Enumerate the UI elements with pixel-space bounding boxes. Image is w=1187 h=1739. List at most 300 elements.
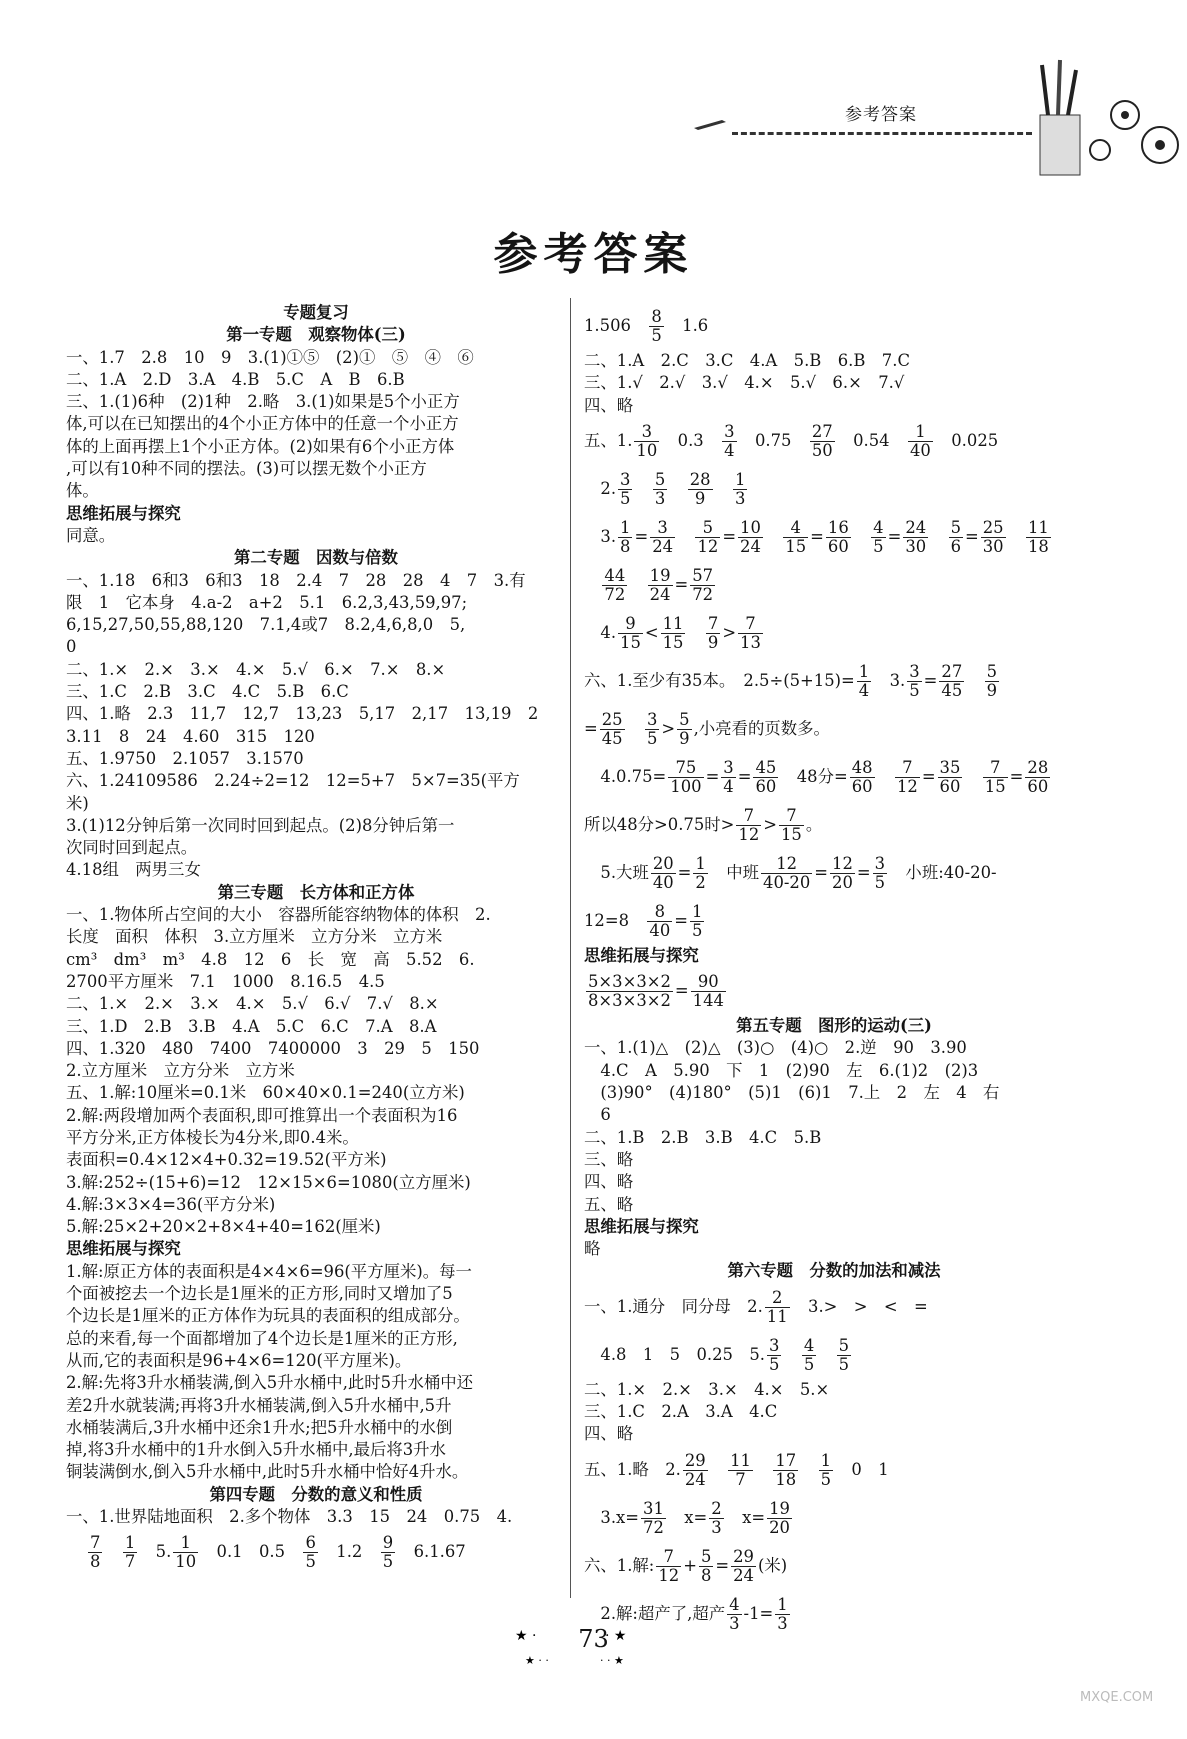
svg-text:★ · ·: ★ · · (525, 1654, 549, 1667)
answer-line (584, 967, 1084, 1015)
numerator: 27 (941, 661, 963, 681)
text-run: = (923, 670, 938, 690)
text-run: 3.x= (584, 1507, 640, 1527)
numerator: 1 (820, 1450, 832, 1470)
fraction (761, 855, 812, 892)
numerator: 57 (692, 565, 714, 585)
answer-line: 四、略 (584, 1172, 634, 1192)
text-run: = (584, 718, 598, 738)
denominator: 3 (734, 488, 746, 508)
numerator: 45 (755, 757, 777, 777)
denominator: 2 (695, 872, 706, 892)
fraction (949, 519, 963, 556)
numerator: 29 (684, 1450, 706, 1470)
text-run: 五、1. (584, 430, 633, 450)
fraction (645, 711, 659, 748)
fraction (850, 759, 875, 796)
fraction (895, 759, 920, 796)
text-run: 4. (584, 622, 617, 642)
text-run: 小班:40-20- (889, 862, 997, 882)
denominator: 72 (604, 584, 626, 604)
text-run: 中班 (709, 862, 760, 882)
section-heading: 第五专题 图形的运动(三) (736, 1016, 932, 1036)
text-run (627, 719, 643, 738)
text-run (966, 671, 982, 690)
denominator: 24 (733, 1565, 754, 1585)
denominator: 10 (175, 1552, 197, 1572)
answer-line (584, 705, 1084, 753)
text-run (584, 575, 600, 594)
fraction (939, 663, 964, 700)
fraction (981, 519, 1006, 556)
section-heading: 专题复习 (283, 303, 349, 322)
denominator: 60 (827, 536, 849, 556)
fraction (690, 567, 715, 604)
numerator: 2 (711, 1498, 722, 1518)
answer-line: 表面积=0.4×12×4+0.32=19.52(平方米) (66, 1150, 387, 1170)
answer-line: 三、1.D 2.B 3.B 4.A 5.C 6.C 7.A 8.A (66, 1016, 437, 1036)
text-run: = (705, 766, 720, 786)
numerator: 1 (777, 1594, 788, 1614)
text-run: < (644, 622, 659, 642)
answer-line (584, 609, 1084, 657)
fraction (653, 471, 667, 508)
fraction (903, 519, 928, 556)
answer-line: 一、1.物体所占空间的大小 容器所能容纳物体的体积 2. (66, 905, 491, 925)
answer-line (584, 1542, 1084, 1590)
fraction (618, 615, 643, 652)
denominator: 60 (851, 776, 873, 796)
page-header (680, 88, 1040, 148)
numerator: 7 (895, 759, 920, 778)
answer-line (66, 1528, 566, 1576)
denominator: 10 (636, 440, 658, 460)
fraction (736, 807, 761, 844)
text-run: 4.0.75= (584, 766, 667, 786)
text-run: = (810, 526, 824, 546)
denominator: 9 (679, 728, 690, 748)
text-run: 0.1 0.5 (200, 1542, 302, 1562)
text-run: 5.大班 (584, 862, 649, 882)
denominator: 100 (670, 776, 702, 796)
answer-line: 水桶装满后,3升水桶中还余1升水;把5升水桶中的水倒 (66, 1417, 453, 1437)
answer-line (584, 1446, 1084, 1494)
text-run (687, 623, 703, 642)
numerator: 19 (649, 565, 671, 585)
fraction (618, 519, 632, 556)
fraction (873, 855, 887, 892)
answer-line: 二、1.A 2.C 3.C 4.A 5.B 6.B 7.C (584, 351, 910, 370)
fraction (641, 1500, 666, 1537)
numerator: 7 (779, 807, 804, 826)
header-divider (732, 132, 1032, 135)
fraction (1026, 519, 1051, 556)
answer-line: 从而,它的表面积是96+4×6=120(平方厘米)。 (66, 1350, 412, 1370)
numerator: 3 (620, 469, 631, 489)
denominator: 7 (735, 1469, 746, 1489)
fraction (656, 1548, 681, 1585)
text-run: 3.> > < = (791, 1296, 928, 1316)
fraction (648, 567, 673, 604)
svg-text:★ ·: ★ · (515, 1628, 537, 1644)
answer-line (584, 302, 1084, 350)
answer-line: 3.(1)12分钟后第一次同时回到起点。(2)8分钟后第一 (66, 815, 455, 835)
numerator: 27 (811, 421, 833, 441)
text-run: 0.54 (836, 430, 906, 450)
numerator: 3 (634, 423, 659, 442)
text-run (715, 479, 731, 498)
text-run: 0.3 (661, 430, 721, 450)
numerator: 1 (858, 661, 870, 681)
numerator: 28 (689, 469, 711, 489)
fraction (381, 1534, 395, 1571)
answer-line: 三、1.(1)6种 (2)1种 2.略 3.(1)如果是5个小正方 (66, 392, 460, 412)
numerator: 11 (1027, 517, 1049, 537)
denominator: 5 (620, 488, 631, 508)
answer-line: 米) (66, 793, 89, 813)
text-run: = (856, 862, 871, 882)
denominator: 15 (780, 824, 802, 844)
denominator: 9 (707, 632, 719, 652)
denominator: 72 (692, 584, 714, 604)
section-heading: 第六专题 分数的加法和减法 (727, 1261, 941, 1281)
fraction (661, 615, 686, 652)
text-run: 六、1.至少有35本。 2.5÷(5+15)= (584, 670, 855, 690)
answer-line: 4.C A 5.90 下 1 (2)90 左 6.(1)2 (2)3 (584, 1060, 979, 1080)
answer-line: 二、1.× 2.× 3.× 4.× 5.× (584, 1379, 830, 1399)
answer-line: 三、略 (584, 1149, 634, 1169)
page-number: 73 (578, 1625, 609, 1653)
fraction (173, 1534, 198, 1571)
numerator: 9 (382, 1533, 394, 1553)
answer-line (584, 657, 1084, 705)
numerator: 5 (700, 1546, 712, 1566)
numerator: 7 (736, 807, 761, 826)
text-run: 6.1.67 (397, 1542, 466, 1562)
svg-text:· · ★: · · ★ (600, 1654, 624, 1667)
fraction (731, 1548, 756, 1585)
numerator: 3 (724, 421, 735, 441)
answer-line: 掉,将3升水桶中的1升水倒入5升水桶中,最后将3升水 (66, 1440, 446, 1460)
denominator: 60 (1027, 776, 1049, 796)
text-run: x= (725, 1507, 766, 1527)
numerator: 29 (733, 1546, 754, 1566)
denominator: 24 (652, 536, 674, 556)
numerator: 5 (654, 469, 666, 489)
right-column (584, 302, 1084, 1638)
fraction (773, 1452, 798, 1489)
left-column (66, 302, 566, 1576)
answer-line (584, 417, 1084, 465)
numerator: 28 (1027, 757, 1049, 777)
denominator: 3 (777, 1613, 788, 1633)
denominator: 7 (124, 1552, 136, 1572)
numerator: 1 (695, 853, 706, 873)
fraction (677, 711, 691, 748)
fraction (709, 1500, 723, 1537)
text-run (930, 527, 946, 546)
numerator: 1 (173, 1534, 198, 1553)
denominator: 3 (729, 1613, 740, 1633)
answer-line: 一、1.世界陆地面积 2.多个物体 3.3 15 24 0.75 4. (66, 1507, 513, 1527)
text-run: 3. (584, 526, 617, 546)
denominator: 5 (305, 1552, 316, 1572)
text-run: 48分= (780, 766, 848, 786)
numerator: 5 (838, 1335, 850, 1355)
numerator: 19 (769, 1498, 790, 1518)
numerator: 5 (950, 517, 961, 537)
denominator: 60 (755, 776, 777, 796)
numerator: 10 (740, 517, 761, 537)
answer-line (584, 1283, 1084, 1331)
answer-line: 四、略 (584, 1424, 634, 1444)
answer-line: 五、1.解:10厘米=0.1米 60×40×0.1=240(立方米) (66, 1083, 465, 1103)
answer-line: 个边长是1厘米的正方体作为玩具的表面积的组成部分。 (66, 1306, 470, 1326)
answer-line: 差2升水就装满;再将3升水桶装满,倒入5升水桶中,5升 (66, 1395, 452, 1415)
numerator: 7 (707, 613, 719, 633)
text-run: 五、1.略 2. (584, 1459, 681, 1479)
answer-line: 0 (66, 637, 77, 657)
denominator: 12 (697, 536, 719, 556)
fraction (830, 855, 855, 892)
text-run: = (965, 526, 979, 546)
answer-line: 平方分米,正方体棱长为4分米,即0.4米。 (66, 1127, 359, 1147)
numerator: 5 (695, 519, 720, 538)
fraction (602, 567, 627, 604)
answer-line: 体的上面再摆上1个小正方体。(2)如果有6个小正方体 (66, 436, 455, 456)
fraction (908, 423, 933, 460)
denominator: 5 (382, 1552, 394, 1572)
fraction (618, 471, 632, 508)
answer-line: 体。 (66, 481, 99, 501)
text-run: = (674, 574, 689, 594)
denominator: 5 (646, 728, 658, 748)
denominator: 6 (950, 536, 961, 556)
text-run (677, 527, 693, 546)
text-run (634, 479, 650, 498)
answer-line (584, 465, 1084, 513)
answer-line: 3.11 8 24 4.60 315 120 (66, 726, 315, 746)
numerator: 1 (692, 901, 703, 921)
text-run (765, 527, 781, 546)
text-run: = (677, 862, 692, 882)
answer-line: 体,可以在已知摆出的4个小正方体中的任意一个小正方 (66, 414, 459, 434)
answer-line: 5.解:25×2+20×2+8×4+40=162(厘米) (66, 1217, 381, 1237)
numerator: 24 (905, 517, 927, 537)
text-run: = (921, 766, 936, 786)
denominator: 24 (740, 536, 761, 556)
fraction (753, 759, 778, 796)
fraction (767, 1500, 792, 1537)
answer-line: 6 (584, 1105, 611, 1125)
answer-line: 二、1.A 2.D 3.A 4.B 5.C A B 6.B (66, 369, 405, 389)
denominator: 24 (649, 584, 671, 604)
denominator: 24 (684, 1469, 706, 1489)
denominator: 5 (651, 326, 662, 345)
numerator: 16 (827, 517, 849, 537)
section-heading: 第四专题 分数的意义和性质 (209, 1484, 423, 1504)
answer-line: 五、1.9750 2.1057 3.1570 (66, 748, 304, 768)
denominator: 15 (984, 776, 1006, 796)
answer-line: 2.解:先将3升水桶装满,倒入5升水桶中,此时5升水桶中还 (66, 1373, 474, 1393)
denominator: 5 (803, 1354, 815, 1374)
answer-line: cm³ dm³ m³ 4.8 12 6 长 宽 高 5.52 6. (66, 949, 475, 969)
denominator: 15 (620, 632, 641, 652)
text-run: x= (667, 1507, 708, 1527)
pencil-cup-flower-icon (1030, 55, 1187, 185)
numerator: 4 (729, 1594, 740, 1614)
denominator: 9 (986, 680, 998, 700)
denominator: 50 (811, 440, 833, 460)
answer-line: 4.解:3×3×4=36(平方分米) (66, 1194, 276, 1214)
text-run (783, 1345, 799, 1364)
denominator: 12 (896, 776, 918, 796)
denominator: 30 (982, 536, 1004, 556)
text-run (800, 1460, 816, 1479)
text-run: -1= (743, 1603, 774, 1623)
fraction (690, 903, 704, 940)
fraction (983, 759, 1008, 796)
numerator: 5×3×3×2 (588, 972, 671, 992)
answer-line (584, 801, 1084, 849)
fraction (779, 807, 804, 844)
answer-line: 略 (584, 1239, 601, 1259)
fraction (907, 663, 921, 700)
fraction (721, 759, 735, 796)
numerator: 25 (601, 709, 623, 729)
answer-line: 四、1.略 2.3 11,7 12,7 13,23 5,17 2,17 13,19 2 (66, 704, 539, 724)
fraction (693, 855, 707, 892)
text-run: > (661, 718, 676, 738)
text-run: 所以48分>0.75时> (584, 814, 735, 834)
text-run: 。 (805, 814, 823, 834)
fraction (810, 423, 835, 460)
numerator: 4 (783, 519, 808, 538)
fraction (668, 759, 703, 796)
denominator: 5 (838, 1354, 850, 1374)
text-run: 3. (873, 670, 906, 690)
answer-line (584, 897, 1084, 945)
fraction (600, 711, 625, 748)
text-run: 5. (139, 1542, 172, 1562)
fraction (783, 519, 808, 556)
text-run (669, 479, 685, 498)
fraction (683, 1452, 708, 1489)
denominator: 18 (775, 1469, 797, 1489)
text-run: = (634, 526, 649, 546)
numerator: 9 (618, 615, 643, 634)
text-run (1008, 527, 1024, 546)
fraction (857, 663, 871, 700)
text-run (877, 767, 893, 786)
text-run: 0 1 (835, 1459, 889, 1479)
page-title: 参考答案 (493, 229, 694, 280)
denominator: 20 (832, 872, 853, 892)
answer-line (584, 753, 1084, 801)
numerator: 3 (650, 519, 675, 538)
answer-line: 三、1.C 2.A 3.A 4.C (584, 1402, 778, 1422)
numerator: 48 (851, 757, 873, 777)
numerator: 7 (983, 759, 1008, 778)
denominator: 13 (740, 632, 761, 652)
text-run: 一、1.通分 同分母 2. (584, 1296, 763, 1316)
svg-text:· ★: · ★ (605, 1628, 627, 1644)
answer-line (584, 1331, 1084, 1379)
answer-line: 二、1.× 2.× 3.× 4.× 5.√ 6.× 7.× 8.× (66, 659, 446, 679)
numerator: 1 (908, 423, 933, 442)
text-run: = (1009, 766, 1024, 786)
text-run: 1.2 (319, 1542, 379, 1562)
section-heading: 第一专题 观察物体(三) (226, 325, 406, 345)
answer-line: 四、1.320 480 7400 7400000 3 29 5 150 (66, 1038, 480, 1058)
subsection-heading: 思维拓展与探究 (584, 1216, 699, 1236)
answer-line: 长度 面积 体积 3.立方厘米 立方分米 立方米 (66, 927, 443, 947)
fraction (738, 519, 763, 556)
answer-line: ,可以有10种不同的摆法。(3)可以摆无数个小正方 (66, 459, 427, 479)
denominator: 5 (874, 872, 886, 892)
denominator: 8 (90, 1552, 101, 1572)
answer-line: 四、略 (584, 395, 634, 415)
fraction (802, 1337, 816, 1374)
answer-line: 三、1.C 2.B 3.C 4.C 5.B 6.C (66, 682, 349, 702)
denominator: 5 (769, 1354, 780, 1374)
numerator: 7 (656, 1548, 681, 1567)
section-heading: 第二专题 因数与倍数 (234, 548, 398, 568)
denominator: 5 (909, 680, 920, 700)
text-run (710, 1460, 726, 1479)
answer-line (584, 849, 1084, 897)
text-run: = (722, 526, 737, 546)
answer-line: 3.解:252÷(15+6)=12 12×15×6=1080(立方厘米) (66, 1172, 471, 1192)
numerator: 5 (679, 709, 690, 729)
text-run: 1.506 (584, 316, 648, 335)
header-label: 参考答案 (845, 105, 917, 125)
denominator: 40-20 (763, 872, 811, 892)
column-divider (570, 298, 571, 1598)
answer-line: 一、1.(1)△ (2)△ (3)○ (4)○ 2.逆 90 3.90 (584, 1038, 967, 1058)
text-run: > (763, 814, 777, 834)
fraction (733, 471, 747, 508)
subsection-heading: 思维拓展与探究 (584, 945, 699, 965)
fraction (651, 855, 676, 892)
fraction (706, 615, 720, 652)
fraction (647, 903, 672, 940)
fraction (1025, 759, 1050, 796)
answer-line: 三、1.√ 2.√ 3.√ 4.× 5.√ 6.× 7.√ (584, 373, 905, 393)
answer-line: (3)90° (4)180° (5)1 (6)1 7.上 2 左 4 右 (584, 1083, 1000, 1103)
text-run: 1.6 (665, 316, 709, 335)
text-run: 0.025 (934, 430, 999, 450)
denominator: 60 (939, 776, 961, 796)
numerator: 4 (873, 517, 884, 537)
numerator: 2 (765, 1289, 790, 1308)
denominator: 12 (738, 824, 760, 844)
numerator: 12 (761, 855, 812, 874)
text-run (853, 527, 869, 546)
text-run (755, 1460, 771, 1479)
answer-line: 六、1.24109586 2.24÷2=12 12=5+7 5×7=35(平方 (66, 771, 520, 791)
numerator: 3 (874, 853, 886, 873)
denominator: 30 (905, 536, 927, 556)
text-run (964, 767, 980, 786)
pen-icon (692, 118, 728, 130)
numerator: 1 (124, 1533, 136, 1553)
answer-line: 1.解:原正方体的表面积是4×4×6=96(平方厘米)。每一 (66, 1261, 472, 1281)
numerator: 5 (986, 661, 998, 681)
text-run: 12=8 (584, 910, 646, 930)
fraction (985, 663, 999, 700)
numerator: 3 (646, 709, 658, 729)
